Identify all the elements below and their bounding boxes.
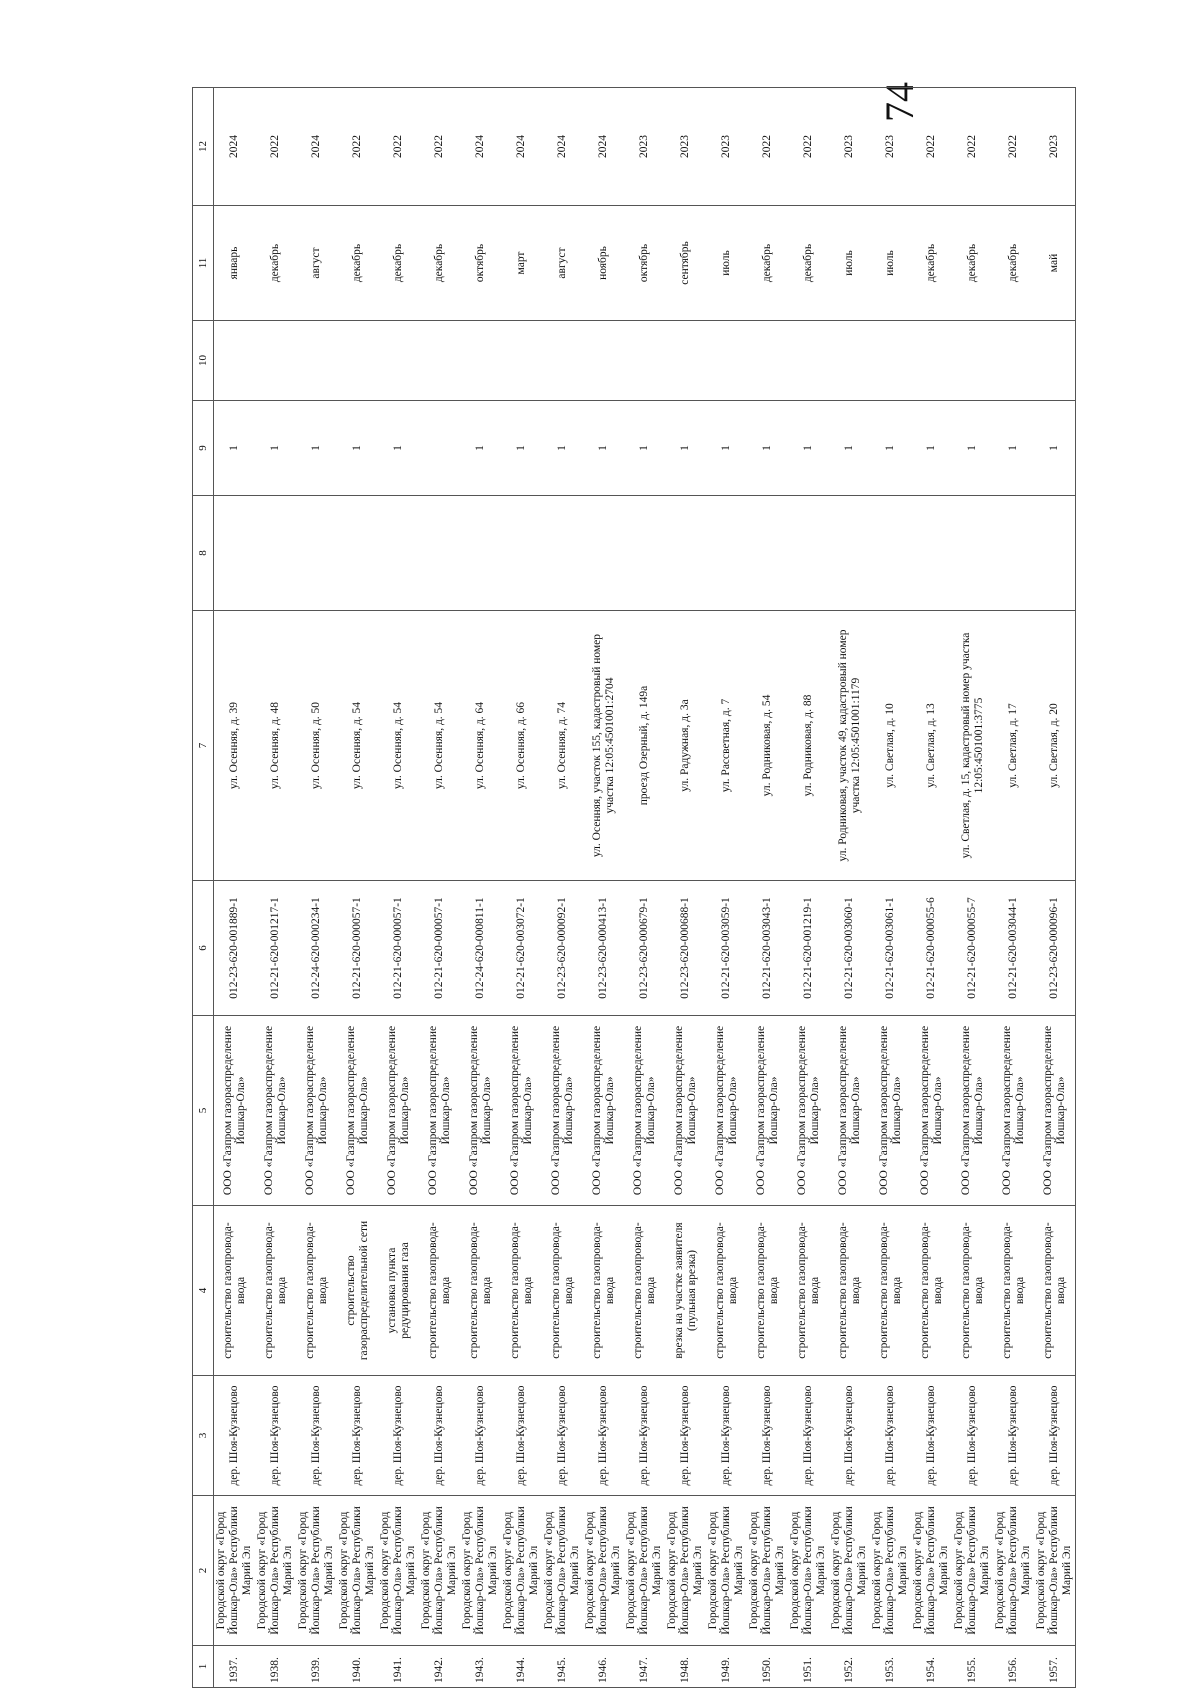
table-row xyxy=(460,88,501,1688)
settlement-cell: дер. Шоя-Кузнецово xyxy=(624,1376,665,1496)
organization-cell: ООО «Газпром газораспределение Йошкар-Ола» xyxy=(993,1016,1034,1206)
month-cell: сентябрь xyxy=(665,206,706,321)
month-cell: декабрь xyxy=(788,206,829,321)
col-header-4: 4 xyxy=(193,1206,214,1376)
address-cell: проезд Озерный, д. 149а xyxy=(624,611,665,881)
work-type-cell: строительство газопровода-ввода xyxy=(706,1206,747,1376)
row-number: 1949. xyxy=(706,1646,747,1688)
row-number: 1947. xyxy=(624,1646,665,1688)
table-body xyxy=(214,88,1076,1688)
code-cell: 012-21-620-000055-6 xyxy=(911,881,952,1016)
col8-cell xyxy=(911,496,952,611)
page-number: 74 xyxy=(877,82,922,122)
col-header-5: 5 xyxy=(193,1016,214,1206)
month-cell: декабрь xyxy=(952,206,993,321)
row-number: 1952. xyxy=(829,1646,870,1688)
month-cell: декабрь xyxy=(378,206,419,321)
district-cell: Городской округ «Город Йошкар-Ола» Республики Марий Эл xyxy=(460,1496,501,1646)
month-cell: декабрь xyxy=(993,206,1034,321)
address-cell: ул. Осенняя, д. 50 xyxy=(296,611,337,881)
year-cell: 2024 xyxy=(501,88,542,206)
row-number: 1943. xyxy=(460,1646,501,1688)
settlement-cell: дер. Шоя-Кузнецово xyxy=(337,1376,378,1496)
year-cell: 2023 xyxy=(1034,88,1076,206)
table-row xyxy=(501,88,542,1688)
year-cell: 2023 xyxy=(665,88,706,206)
address-cell: ул. Осенняя, участок 155, кадастровый номер участка 12:05:4501001:2704 xyxy=(583,611,624,881)
quantity-cell: 1 xyxy=(296,401,337,496)
col-header-6: 6 xyxy=(193,881,214,1016)
col8-cell xyxy=(501,496,542,611)
address-cell: ул. Родниковая, д. 54 xyxy=(747,611,788,881)
col8-cell xyxy=(583,496,624,611)
col8-cell xyxy=(747,496,788,611)
row-number: 1954. xyxy=(911,1646,952,1688)
quantity-cell: 1 xyxy=(255,401,296,496)
col-header-12: 12 xyxy=(193,88,214,206)
address-cell: ул. Осенняя, д. 64 xyxy=(460,611,501,881)
col8-cell xyxy=(706,496,747,611)
row-number: 1939. xyxy=(296,1646,337,1688)
month-cell: март xyxy=(501,206,542,321)
organization-cell: ООО «Газпром газораспределение Йошкар-Ола» xyxy=(829,1016,870,1206)
address-cell: ул. Светлая, д. 20 xyxy=(1034,611,1076,881)
settlement-cell: дер. Шоя-Кузнецово xyxy=(870,1376,911,1496)
table-row xyxy=(788,88,829,1688)
work-type-cell: установка пункта редуцирования газа xyxy=(378,1206,419,1376)
table-row xyxy=(378,88,419,1688)
year-cell: 2023 xyxy=(870,88,911,206)
row-number: 1945. xyxy=(542,1646,583,1688)
col10-cell xyxy=(542,321,583,401)
organization-cell: ООО «Газпром газораспределение Йошкар-Ола» xyxy=(952,1016,993,1206)
work-type-cell: строительство газопровода-ввода xyxy=(501,1206,542,1376)
settlement-cell: дер. Шоя-Кузнецово xyxy=(952,1376,993,1496)
quantity-cell: 1 xyxy=(870,401,911,496)
work-type-cell: строительство газопровода-ввода xyxy=(296,1206,337,1376)
quantity-cell: 1 xyxy=(337,401,378,496)
quantity-cell xyxy=(419,401,460,496)
district-cell: Городской округ «Город Йошкар-Ола» Республики Марий Эл xyxy=(624,1496,665,1646)
month-cell: октябрь xyxy=(624,206,665,321)
col10-cell xyxy=(829,321,870,401)
organization-cell: ООО «Газпром газораспределение Йошкар-Ола» xyxy=(214,1016,256,1206)
col10-cell xyxy=(952,321,993,401)
code-cell: 012-21-620-000057-1 xyxy=(337,881,378,1016)
col8-cell xyxy=(255,496,296,611)
organization-cell: ООО «Газпром газораспределение Йошкар-Ола» xyxy=(419,1016,460,1206)
address-cell: ул. Светлая, д. 17 xyxy=(993,611,1034,881)
district-cell: Городской округ «Город Йошкар-Ола» Республики Марий Эл xyxy=(911,1496,952,1646)
table-row xyxy=(747,88,788,1688)
table-row xyxy=(1034,88,1076,1688)
quantity-cell: 1 xyxy=(378,401,419,496)
district-cell: Городской округ «Город Йошкар-Ола» Республики Марий Эл xyxy=(829,1496,870,1646)
settlement-cell: дер. Шоя-Кузнецово xyxy=(706,1376,747,1496)
settlement-cell: дер. Шоя-Кузнецово xyxy=(296,1376,337,1496)
table-row xyxy=(214,88,256,1688)
work-type-cell: строительство газораспределительной сети xyxy=(337,1206,378,1376)
code-cell: 012-24-620-000234-1 xyxy=(296,881,337,1016)
month-cell: декабрь xyxy=(255,206,296,321)
table-row xyxy=(952,88,993,1688)
settlement-cell: дер. Шоя-Кузнецово xyxy=(1034,1376,1076,1496)
work-type-cell: строительство газопровода-ввода xyxy=(255,1206,296,1376)
organization-cell: ООО «Газпром газораспределение Йошкар-Ола» xyxy=(706,1016,747,1206)
year-cell: 2022 xyxy=(788,88,829,206)
col10-cell xyxy=(706,321,747,401)
table-container xyxy=(192,88,1073,1688)
col10-cell xyxy=(378,321,419,401)
col10-cell xyxy=(296,321,337,401)
month-cell: январь xyxy=(214,206,256,321)
address-cell: ул. Осенняя, д. 66 xyxy=(501,611,542,881)
row-number: 1944. xyxy=(501,1646,542,1688)
month-cell: декабрь xyxy=(747,206,788,321)
table-row xyxy=(829,88,870,1688)
month-cell: ноябрь xyxy=(583,206,624,321)
month-cell: май xyxy=(1034,206,1076,321)
month-cell: август xyxy=(296,206,337,321)
col10-cell xyxy=(665,321,706,401)
settlement-cell: дер. Шоя-Кузнецово xyxy=(829,1376,870,1496)
month-cell: октябрь xyxy=(460,206,501,321)
col8-cell xyxy=(460,496,501,611)
quantity-cell: 1 xyxy=(1034,401,1076,496)
organization-cell: ООО «Газпром газораспределение Йошкар-Ола» xyxy=(460,1016,501,1206)
table-row xyxy=(706,88,747,1688)
organization-cell: ООО «Газпром газораспределение Йошкар-Ола» xyxy=(296,1016,337,1206)
work-type-cell: строительство газопровода-ввода xyxy=(747,1206,788,1376)
work-type-cell: врезка на участке заявителя (пульная врезка) xyxy=(665,1206,706,1376)
code-cell: 012-21-620-003044-1 xyxy=(993,881,1034,1016)
row-number: 1948. xyxy=(665,1646,706,1688)
year-cell: 2022 xyxy=(747,88,788,206)
month-cell: июль xyxy=(870,206,911,321)
year-cell: 2022 xyxy=(419,88,460,206)
district-cell: Городской округ «Город Йошкар-Ола» Республики Марий Эл xyxy=(870,1496,911,1646)
month-cell: август xyxy=(542,206,583,321)
code-cell: 012-23-620-000688-1 xyxy=(665,881,706,1016)
quantity-cell: 1 xyxy=(747,401,788,496)
col10-cell xyxy=(501,321,542,401)
col8-cell xyxy=(993,496,1034,611)
settlement-cell: дер. Шоя-Кузнецово xyxy=(911,1376,952,1496)
table-row xyxy=(419,88,460,1688)
year-cell: 2023 xyxy=(829,88,870,206)
col8-cell xyxy=(788,496,829,611)
address-cell: ул. Светлая, д. 10 xyxy=(870,611,911,881)
col8-cell xyxy=(665,496,706,611)
work-type-cell: строительство газопровода-ввода xyxy=(952,1206,993,1376)
settlement-cell: дер. Шоя-Кузнецово xyxy=(583,1376,624,1496)
code-cell: 012-23-620-000092-1 xyxy=(542,881,583,1016)
year-cell: 2023 xyxy=(706,88,747,206)
code-cell: 012-21-620-000057-1 xyxy=(419,881,460,1016)
district-cell: Городской округ «Город Йошкар-Ола» Республики Марий Эл xyxy=(747,1496,788,1646)
year-cell: 2023 xyxy=(624,88,665,206)
year-cell: 2024 xyxy=(296,88,337,206)
code-cell: 012-21-620-003061-1 xyxy=(870,881,911,1016)
col10-cell xyxy=(624,321,665,401)
quantity-cell: 1 xyxy=(460,401,501,496)
col-header-11: 11 xyxy=(193,206,214,321)
row-number: 1938. xyxy=(255,1646,296,1688)
month-cell: июль xyxy=(829,206,870,321)
district-cell: Городской округ «Город Йошкар-Ола» Республики Марий Эл xyxy=(296,1496,337,1646)
address-cell: ул. Светлая, д. 15, кадастровый номер участка 12:05:4501001:3775 xyxy=(952,611,993,881)
quantity-cell: 1 xyxy=(911,401,952,496)
year-cell: 2022 xyxy=(993,88,1034,206)
table-row xyxy=(665,88,706,1688)
quantity-cell: 1 xyxy=(624,401,665,496)
district-cell: Городской округ «Город Йошкар-Ола» Республики Марий Эл xyxy=(788,1496,829,1646)
work-type-cell: строительство газопровода-ввода xyxy=(1034,1206,1076,1376)
address-cell: ул. Осенняя, д. 54 xyxy=(419,611,460,881)
table-row xyxy=(870,88,911,1688)
organization-cell: ООО «Газпром газораспределение Йошкар-Ола» xyxy=(378,1016,419,1206)
year-cell: 2022 xyxy=(378,88,419,206)
table-row xyxy=(542,88,583,1688)
col10-cell xyxy=(788,321,829,401)
district-cell: Городской округ «Город Йошкар-Ола» Республики Марий Эл xyxy=(214,1496,256,1646)
col-header-3: 3 xyxy=(193,1376,214,1496)
work-type-cell: строительство газопровода-ввода xyxy=(911,1206,952,1376)
row-number: 1957. xyxy=(1034,1646,1076,1688)
col10-cell xyxy=(337,321,378,401)
code-cell: 012-23-620-000679-1 xyxy=(624,881,665,1016)
row-number: 1955. xyxy=(952,1646,993,1688)
organization-cell: ООО «Газпром газораспределение Йошкар-Ола» xyxy=(624,1016,665,1206)
code-cell: 012-21-620-003059-1 xyxy=(706,881,747,1016)
settlement-cell: дер. Шоя-Кузнецово xyxy=(501,1376,542,1496)
gas-pipeline-table xyxy=(192,87,1076,1688)
organization-cell: ООО «Газпром газораспределение Йошкар-Ола» xyxy=(337,1016,378,1206)
quantity-cell: 1 xyxy=(214,401,256,496)
settlement-cell: дер. Шоя-Кузнецово xyxy=(665,1376,706,1496)
quantity-cell: 1 xyxy=(952,401,993,496)
month-cell: декабрь xyxy=(911,206,952,321)
work-type-cell: строительство газопровода-ввода xyxy=(870,1206,911,1376)
quantity-cell: 1 xyxy=(665,401,706,496)
code-cell: 012-23-620-000096-1 xyxy=(1034,881,1076,1016)
row-number: 1942. xyxy=(419,1646,460,1688)
code-cell: 012-24-620-000811-1 xyxy=(460,881,501,1016)
organization-cell: ООО «Газпром газораспределение Йошкар-Ола» xyxy=(870,1016,911,1206)
table-row xyxy=(583,88,624,1688)
col-header-10: 10 xyxy=(193,321,214,401)
settlement-cell: дер. Шоя-Кузнецово xyxy=(378,1376,419,1496)
year-cell: 2022 xyxy=(255,88,296,206)
address-cell: ул. Светлая, д. 13 xyxy=(911,611,952,881)
district-cell: Городской округ «Город Йошкар-Ола» Республики Марий Эл xyxy=(706,1496,747,1646)
code-cell: 012-21-620-003043-1 xyxy=(747,881,788,1016)
organization-cell: ООО «Газпром газораспределение Йошкар-Ола» xyxy=(747,1016,788,1206)
col10-cell xyxy=(583,321,624,401)
settlement-cell: дер. Шоя-Кузнецово xyxy=(419,1376,460,1496)
row-number: 1951. xyxy=(788,1646,829,1688)
col8-cell xyxy=(419,496,460,611)
district-cell: Городской округ «Город Йошкар-Ола» Республики Марий Эл xyxy=(665,1496,706,1646)
settlement-cell: дер. Шоя-Кузнецово xyxy=(788,1376,829,1496)
col8-cell xyxy=(829,496,870,611)
row-number: 1953. xyxy=(870,1646,911,1688)
quantity-cell: 1 xyxy=(788,401,829,496)
code-cell: 012-23-620-000413-1 xyxy=(583,881,624,1016)
address-cell: ул. Родниковая, участок 49, кадастровый номер участка 12:05:4501001:1179 xyxy=(829,611,870,881)
settlement-cell: дер. Шоя-Кузнецово xyxy=(460,1376,501,1496)
col10-cell xyxy=(214,321,256,401)
col8-cell xyxy=(214,496,256,611)
col-header-8: 8 xyxy=(193,496,214,611)
table-row xyxy=(624,88,665,1688)
year-cell: 2024 xyxy=(542,88,583,206)
row-number: 1950. xyxy=(747,1646,788,1688)
month-cell: июль xyxy=(706,206,747,321)
col10-cell xyxy=(1034,321,1076,401)
work-type-cell: строительство газопровода-ввода xyxy=(583,1206,624,1376)
settlement-cell: дер. Шоя-Кузнецово xyxy=(747,1376,788,1496)
col10-cell xyxy=(870,321,911,401)
col8-cell xyxy=(952,496,993,611)
col8-cell xyxy=(1034,496,1076,611)
organization-cell: ООО «Газпром газораспределение Йошкар-Ола» xyxy=(788,1016,829,1206)
table-row xyxy=(255,88,296,1688)
organization-cell: ООО «Газпром газораспределение Йошкар-Ола» xyxy=(255,1016,296,1206)
year-cell: 2022 xyxy=(337,88,378,206)
col-header-1: 1 xyxy=(193,1646,214,1688)
code-cell: 012-23-620-001889-1 xyxy=(214,881,256,1016)
code-cell: 012-21-620-001219-1 xyxy=(788,881,829,1016)
col10-cell xyxy=(419,321,460,401)
col8-cell xyxy=(624,496,665,611)
code-cell: 012-21-620-003072-1 xyxy=(501,881,542,1016)
district-cell: Городской округ «Город Йошкар-Ола» Республики Марий Эл xyxy=(542,1496,583,1646)
col8-cell xyxy=(870,496,911,611)
address-cell: ул. Осенняя, д. 74 xyxy=(542,611,583,881)
quantity-cell: 1 xyxy=(706,401,747,496)
code-cell: 012-21-620-000057-1 xyxy=(378,881,419,1016)
address-cell: ул. Радужная, д. 3а xyxy=(665,611,706,881)
row-number: 1956. xyxy=(993,1646,1034,1688)
year-cell: 2022 xyxy=(911,88,952,206)
table-row xyxy=(337,88,378,1688)
month-cell: декабрь xyxy=(419,206,460,321)
work-type-cell: строительство газопровода-ввода xyxy=(419,1206,460,1376)
col8-cell xyxy=(378,496,419,611)
address-cell: ул. Осенняя, д. 54 xyxy=(337,611,378,881)
district-cell: Городской округ «Город Йошкар-Ола» Республики Марий Эл xyxy=(378,1496,419,1646)
code-cell: 012-21-620-003060-1 xyxy=(829,881,870,1016)
year-cell: 2024 xyxy=(460,88,501,206)
table-row xyxy=(296,88,337,1688)
work-type-cell: строительство газопровода-ввода xyxy=(788,1206,829,1376)
organization-cell: ООО «Газпром газораспределение Йошкар-Ола» xyxy=(583,1016,624,1206)
district-cell: Городской округ «Город Йошкар-Ола» Республики Марий Эл xyxy=(993,1496,1034,1646)
organization-cell: ООО «Газпром газораспределение Йошкар-Ола» xyxy=(1034,1016,1076,1206)
district-cell: Городской округ «Город Йошкар-Ола» Республики Марий Эл xyxy=(255,1496,296,1646)
row-number: 1946. xyxy=(583,1646,624,1688)
row-number: 1940. xyxy=(337,1646,378,1688)
year-cell: 2024 xyxy=(583,88,624,206)
col10-cell xyxy=(460,321,501,401)
organization-cell: ООО «Газпром газораспределение Йошкар-Ола» xyxy=(501,1016,542,1206)
col8-cell xyxy=(542,496,583,611)
code-cell: 012-21-620-001217-1 xyxy=(255,881,296,1016)
district-cell: Городской округ «Город Йошкар-Ола» Республики Марий Эл xyxy=(1034,1496,1076,1646)
district-cell: Городской округ «Город Йошкар-Ола» Республики Марий Эл xyxy=(501,1496,542,1646)
table-row xyxy=(911,88,952,1688)
col-header-2: 2 xyxy=(193,1496,214,1646)
year-cell: 2024 xyxy=(214,88,256,206)
district-cell: Городской округ «Город Йошкар-Ола» Республики Марий Эл xyxy=(419,1496,460,1646)
col10-cell xyxy=(747,321,788,401)
year-cell: 2022 xyxy=(952,88,993,206)
quantity-cell: 1 xyxy=(993,401,1034,496)
rotated-table-frame xyxy=(192,88,1073,1688)
quantity-cell: 1 xyxy=(829,401,870,496)
col8-cell xyxy=(296,496,337,611)
col-header-9: 9 xyxy=(193,401,214,496)
work-type-cell: строительство газопровода-ввода xyxy=(993,1206,1034,1376)
col10-cell xyxy=(255,321,296,401)
work-type-cell: строительство газопровода-ввода xyxy=(542,1206,583,1376)
district-cell: Городской округ «Город Йошкар-Ола» Республики Марий Эл xyxy=(337,1496,378,1646)
quantity-cell: 1 xyxy=(501,401,542,496)
address-cell: ул. Осенняя, д. 39 xyxy=(214,611,256,881)
col-header-7: 7 xyxy=(193,611,214,881)
settlement-cell: дер. Шоя-Кузнецово xyxy=(214,1376,256,1496)
district-cell: Городской округ «Город Йошкар-Ола» Республики Марий Эл xyxy=(583,1496,624,1646)
row-number: 1937. xyxy=(214,1646,256,1688)
address-cell: ул. Осенняя, д. 54 xyxy=(378,611,419,881)
address-cell: ул. Родниковая, д. 88 xyxy=(788,611,829,881)
work-type-cell: строительство газопровода-ввода xyxy=(460,1206,501,1376)
settlement-cell: дер. Шоя-Кузнецово xyxy=(542,1376,583,1496)
quantity-cell: 1 xyxy=(542,401,583,496)
code-cell: 012-21-620-000055-7 xyxy=(952,881,993,1016)
work-type-cell: строительство газопровода-ввода xyxy=(829,1206,870,1376)
column-number-row xyxy=(193,88,214,1688)
quantity-cell: 1 xyxy=(583,401,624,496)
work-type-cell: строительство газопровода-ввода xyxy=(214,1206,256,1376)
work-type-cell: строительство газопровода-ввода xyxy=(624,1206,665,1376)
col10-cell xyxy=(993,321,1034,401)
address-cell: ул. Осенняя, д. 48 xyxy=(255,611,296,881)
organization-cell: ООО «Газпром газораспределение Йошкар-Ола» xyxy=(542,1016,583,1206)
address-cell: ул. Рассветная, д. 7 xyxy=(706,611,747,881)
settlement-cell: дер. Шоя-Кузнецово xyxy=(255,1376,296,1496)
table-row xyxy=(993,88,1034,1688)
col10-cell xyxy=(911,321,952,401)
col8-cell xyxy=(337,496,378,611)
settlement-cell: дер. Шоя-Кузнецово xyxy=(993,1376,1034,1496)
organization-cell: ООО «Газпром газораспределение Йошкар-Ола» xyxy=(911,1016,952,1206)
month-cell: декабрь xyxy=(337,206,378,321)
row-number: 1941. xyxy=(378,1646,419,1688)
district-cell: Городской округ «Город Йошкар-Ола» Республики Марий Эл xyxy=(952,1496,993,1646)
organization-cell: ООО «Газпром газораспределение Йошкар-Ола» xyxy=(665,1016,706,1206)
